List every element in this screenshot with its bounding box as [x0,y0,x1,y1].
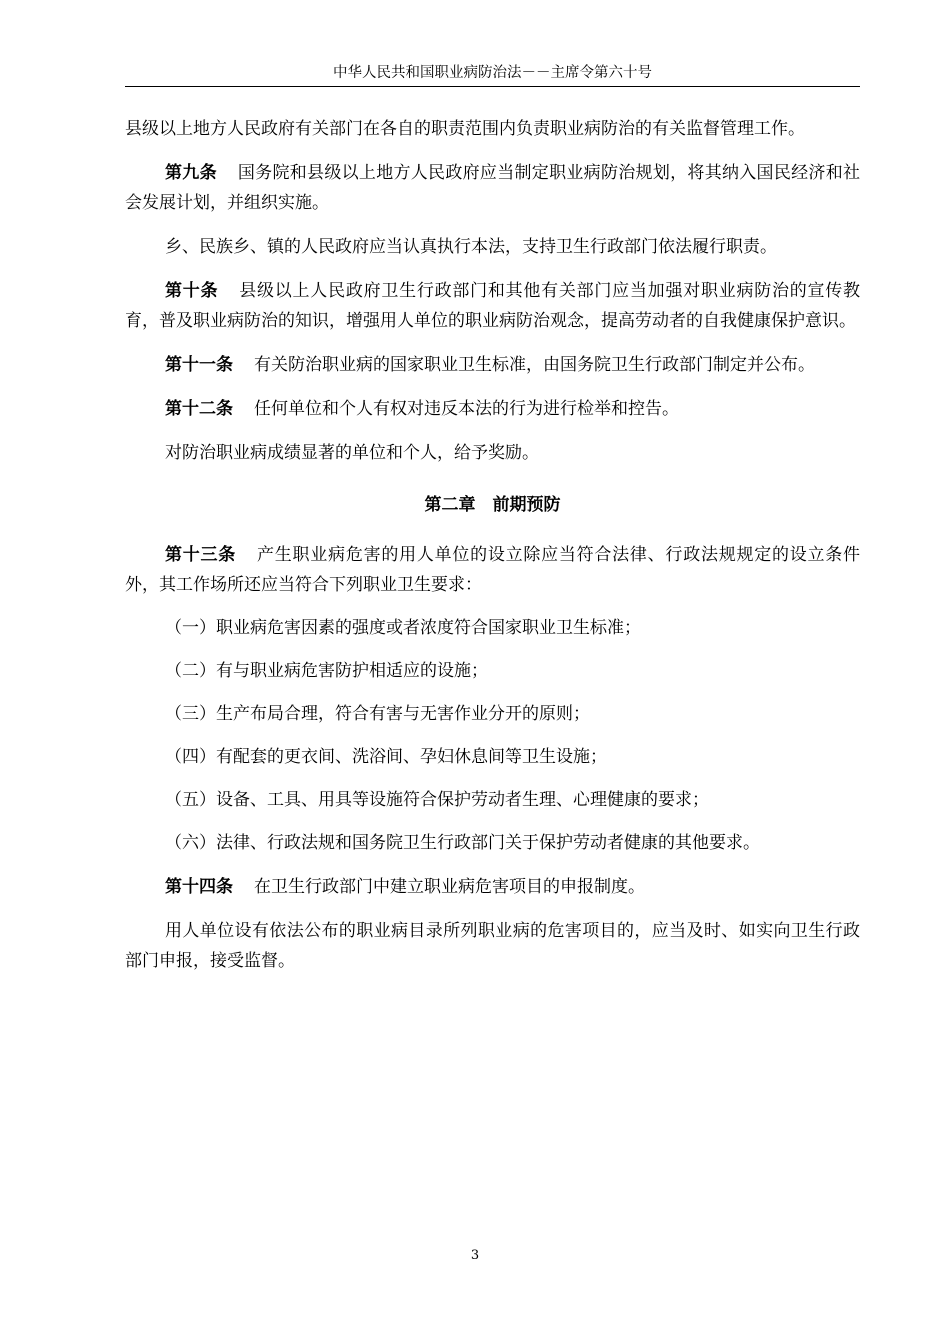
article-13 [125,540,860,600]
paragraph: 用人单位设有依法公布的职业病目录所列职业病的危害项目的，应当及时、如实向卫生行政部门申报，接受监督。 [125,921,860,971]
article-label: 第十四条 [165,877,233,897]
running-header: 中华人民共和国职业病防治法－－主席令第六十号 [333,65,652,81]
chapter-heading: 第二章 前期预防 [424,495,561,515]
list-item: （一）职业病危害因素的强度或者浓度符合国家职业卫生标准； [165,618,641,638]
list-item: （四）有配套的更衣间、洗浴间、孕妇休息间等卫生设施； [165,747,607,767]
paragraph: 乡、民族乡、镇的人民政府应当认真执行本法，支持卫生行政部门依法履行职责。 [165,237,777,257]
paragraph: 县级以上地方人民政府有关部门在各自的职责范围内负责职业病防治的有关监督管理工作。 [125,119,805,139]
list-item: （二）有与职业病危害防护相适应的设施； [165,661,488,681]
article-label: 第十条 [165,281,219,301]
list-item: （五）设备、工具、用具等设施符合保护劳动者生理、心理健康的要求； [165,790,709,810]
header-rule [125,86,860,87]
article-9 [125,158,860,218]
article-label: 第九条 [165,163,217,183]
page-number: 3 [470,1248,480,1263]
article-label: 第十三条 [165,545,237,565]
article-12 [125,394,860,424]
list-item: （三）生产布局合理，符合有害与无害作业分开的原则； [165,704,590,724]
article-text: 任何单位和个人有权对违反本法的行为进行检举和控告。 [254,399,679,419]
article-label: 第十二条 [165,399,233,419]
article-text: 在卫生行政部门中建立职业病危害项目的申报制度。 [254,877,645,897]
article-11 [125,350,860,380]
article-14 [125,872,860,902]
article-text: 有关防治职业病的国家职业卫生标准，由国务院卫生行政部门制定并公布。 [254,355,815,375]
article-text: 国务院和县级以上地方人民政府应当制定职业病防治规划，将其纳入国民经济和社会发展计划，并组织实施。 [125,163,861,213]
article-text: 产生职业病危害的用人单位的设立除应当符合法律、行政法规规定的设立条件外，其工作场所还应当符合下列职业卫生要求： [125,545,861,595]
article-label: 第十一条 [165,355,233,375]
list-item: （六）法律、行政法规和国务院卫生行政部门关于保护劳动者健康的其他要求。 [165,833,760,853]
article-10 [125,276,860,336]
document-body [125,114,860,976]
paragraph: 对防治职业病成绩显著的单位和个人，给予奖励。 [165,443,539,463]
article-text: 县级以上人民政府卫生行政部门和其他有关部门应当加强对职业病防治的宣传教育，普及职业病防治的知识，增强用人单位的职业病防治观念，提高劳动者的自我健康保护意识。 [125,281,861,331]
